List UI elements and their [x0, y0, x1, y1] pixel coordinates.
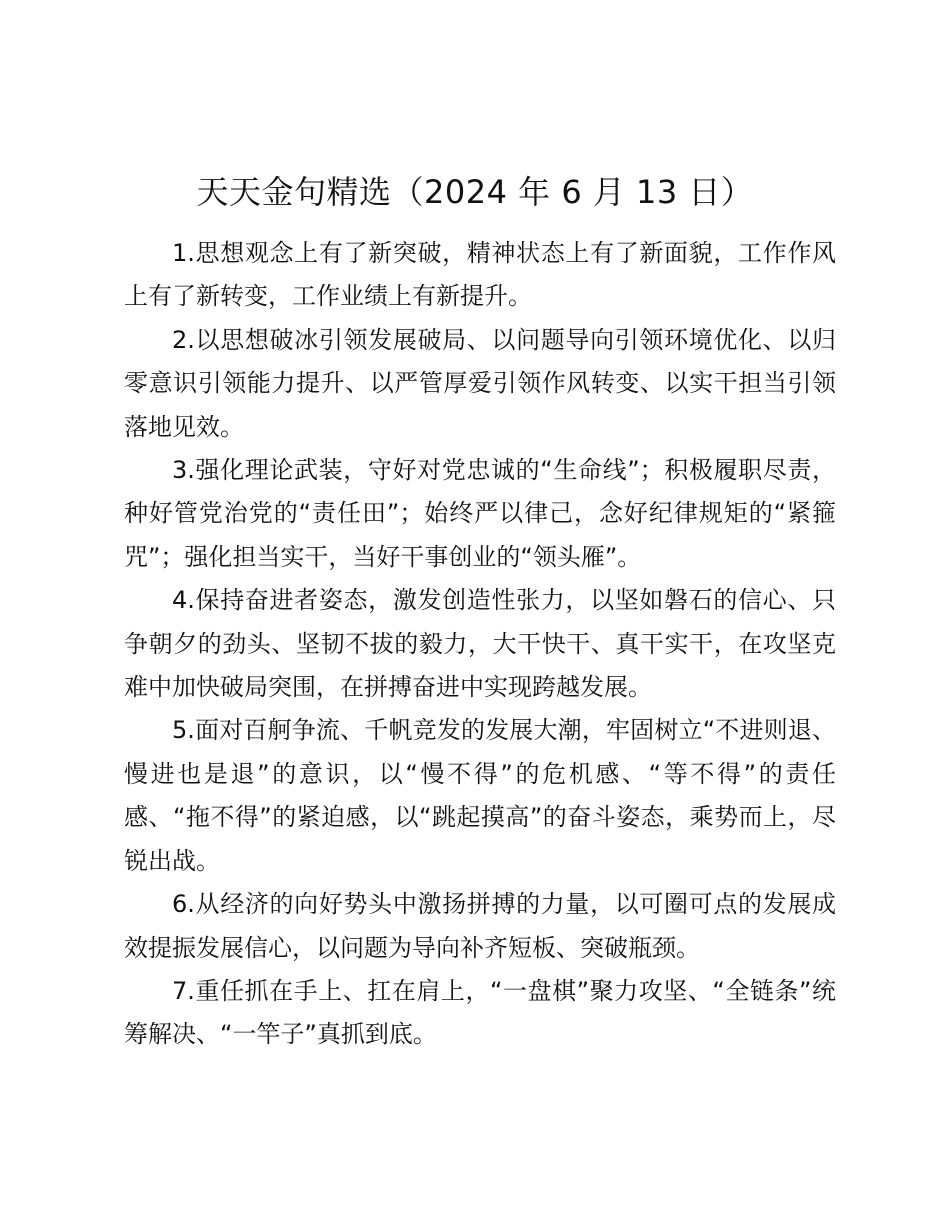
paragraph-3: 3.强化理论武装，守好对党忠诚的“生命线”；积极履职尽责，种好管党治党的“责任田”；始终严以律己，念好纪律规矩的“紧箍咒”；强化担当实干，当好干事创业的“领头雁”。	[124, 456, 836, 571]
document-body	[124, 232, 836, 1057]
paragraph-7: 7.重任抓在手上、扛在肩上，“一盘棋”聚力攻坚、“全链条”统筹解决、“一竿子”真抓到底。	[124, 976, 836, 1049]
paragraph-4: 4.保持奋进者姿态，激发创造性张力，以坚如磐石的信心、只争朝夕的劲头、坚韧不拔的毅力，大干快干、真干实干，在攻坚克难中加快破局突围，在拼搏奋进中实现跨越发展。	[124, 586, 836, 702]
paragraph-1: 1.思想观念上有了新突破，精神状态上有了新面貌，工作作风上有了新转变，工作业绩上有新提升。	[124, 239, 836, 311]
paragraph-5: 5.面对百舸争流、千帆竞发的发展大潮，牢固树立“不进则退、慢进也是退”的意识，以“慢不得”的危机感、“等不得”的责任感、“拖不得”的紧迫感，以“跳起摸高”的奋斗姿态，乘势而上，尽锐出战。	[124, 716, 836, 875]
page-title: 天天金句精选（2024 年 6 月 13 日）	[196, 173, 754, 211]
paragraph-6: 6.从经济的向好势头中激扬拼搏的力量，以可圈可点的发展成效提振发展信心，以问题为导向补齐短板、突破瓶颈。	[124, 890, 836, 962]
paragraph-2: 2.以思想破冰引领发展破局、以问题导向引领环境优化、以归零意识引领能力提升、以严管厚爱引领作风转变、以实干担当引领落地见效。	[124, 325, 836, 441]
